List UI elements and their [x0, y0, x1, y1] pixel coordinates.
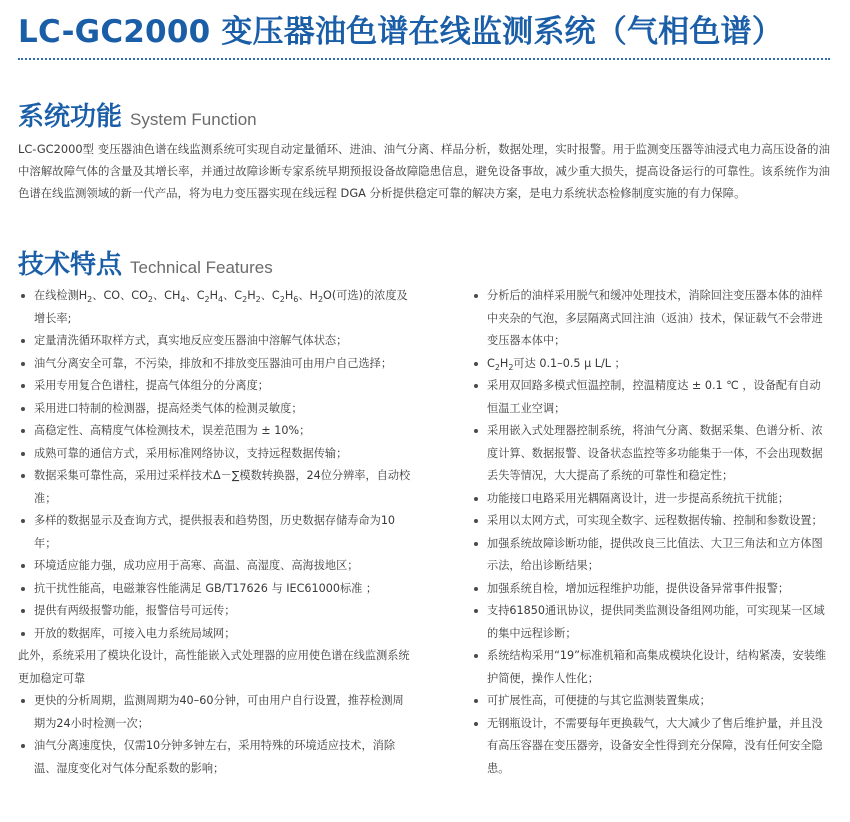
bullet-icon — [474, 429, 478, 433]
list-item: 功能接口电路采用光耦隔离设计，进一步提高系统抗干扰能； — [471, 488, 831, 511]
modular-design-note: 此外，系统采用了模块化设计，高性能嵌入式处理器的应用使色谱在线监测系统更加稳定可靠 — [18, 649, 410, 685]
list-item: 采用进口特制的检测器，提高烃类气体的检测灵敏度； — [18, 398, 413, 421]
bullet-icon — [21, 407, 25, 411]
list-item: 数据采集可靠性高，采用过采样技术Δ－∑模数转换器，24位分辨率，自动校准； — [18, 465, 413, 510]
dotted-divider — [18, 58, 830, 60]
list-item: 支持61850通讯协议，提供同类监测设备组网功能，可实现某一区域的集中远程诊断； — [471, 600, 831, 645]
bullet-icon — [21, 632, 25, 636]
bullet-icon — [474, 542, 478, 546]
list-item: 环境适应能力强，成功应用于高寒、高温、高湿度、高海拔地区； — [18, 555, 413, 578]
bullet-icon — [21, 384, 25, 388]
c2h2-prefix: C — [487, 356, 495, 370]
list-item: 可扩展性高，可便捷的与其它监测装置集成； — [471, 690, 831, 713]
list-item: 抗干扰性能高，电磁兼容性能满足 GB/T17626 与 IEC61000标准 ； — [18, 578, 413, 601]
bullet-icon — [474, 609, 478, 613]
list-item: 采用以太网方式，可实现全数字、远程数据传输、控制和参数设置； — [471, 510, 831, 533]
features-right-column — [471, 285, 831, 780]
list-item: 分析后的油样采用脱气和缓冲处理技术，消除回注变压器本体的油样中夹杂的气泡，多层隔离式回注油（返油）技术，保证载气不会带进变压器本体中； — [471, 285, 831, 353]
list-item: 采用双回路多模式恒温控制，控温精度达 ± 0.1 ℃ ，设备配有自动恒温工业空调； — [471, 375, 831, 420]
bullet-icon — [474, 699, 478, 703]
bullet-icon — [474, 362, 478, 366]
bullet-icon — [474, 497, 478, 501]
bullet-icon — [474, 722, 478, 726]
gas-list-prefix: 在线检测H — [34, 289, 88, 302]
bullet-icon — [21, 294, 25, 298]
bullet-icon — [21, 609, 25, 613]
list-item: 更快的分析周期，监测周期为40–60分钟，可由用户自行设置，推荐检测周期为24小时检测一次； — [18, 690, 413, 735]
page-title: LC-GC2000 变压器油色谱在线监测系统（气相色谱） — [18, 14, 783, 50]
bullet-icon — [21, 587, 25, 591]
bullet-icon — [21, 452, 25, 456]
bullet-icon — [474, 294, 478, 298]
list-item: $C_2H_2$可达 0.1–0.5 μ L/L ； — [471, 353, 831, 376]
list-item: 在线检测$H_2$、CO、$CO_2$、$CH_4$、$C_2H_4$、$C_2H_2$、$C_2H_6$、$H_2O$(可选)的浓度及增长率; — [18, 285, 413, 330]
technical-features-heading — [18, 244, 273, 281]
features-left-column — [18, 285, 413, 780]
list-item: 加强系统自检，增加远程维护功能，提供设备异常事件报警； — [471, 578, 831, 601]
bullet-icon — [21, 362, 25, 366]
list-item: 成熟可靠的通信方式，采用标准网络协议，支持远程数据传输； — [18, 443, 413, 466]
list-item: 系统结构采用“19”标准机箱和高集成模块化设计，结构紧凑，安装维护简便，操作人性化； — [471, 645, 831, 690]
list-item: 多样的数据显示及查询方式，提供报表和趋势图，历史数据存储寿命为10年； — [18, 510, 413, 555]
bullet-icon — [21, 474, 25, 478]
system-function-heading-zh: 系统功能 — [18, 102, 123, 132]
list-item: 采用嵌入式处理器控制系统，将油气分离、数据采集、色谱分析、浓度计算、数据报警、设备状态监控等多功能集于一体，不会出现数据丢失等情况，大大提高了系统的可靠性和稳定性； — [471, 420, 831, 488]
list-item: 采用专用复合色谱柱，提高气体组分的分离度； — [18, 375, 413, 398]
bullet-icon — [21, 519, 25, 523]
bullet-icon — [474, 384, 478, 388]
bullet-icon — [21, 339, 25, 343]
list-item: 无钢瓶设计，不需要每年更换载气，大大减少了售后维护量，并且没有高压容器在变压器旁，设备安全性得到充分保障，没有任何安全隐患。 — [471, 713, 831, 781]
list-item: 开放的数据库，可接入电力系统局域网； — [18, 623, 413, 646]
bullet-icon — [21, 564, 25, 568]
c2h2-tail: 可达 0.1–0.5 μ L/L ； — [513, 356, 626, 370]
list-item: 加强系统故障诊断功能，提供改良三比值法、大卫三角法和立方体图示法，给出诊断结果； — [471, 533, 831, 578]
bullet-icon — [21, 744, 25, 748]
bullet-icon — [21, 429, 25, 433]
technical-features-heading-en: Technical Features — [130, 258, 273, 277]
bullet-icon — [474, 654, 478, 658]
list-item: 油气分离安全可靠，不污染，排放和不排放变压器油可由用户自己选择； — [18, 353, 413, 376]
bullet-icon — [21, 699, 25, 703]
system-function-heading-en: System Function — [130, 110, 257, 129]
list-item: 高稳定性、高精度气体检测技术，误差范围为 ± 10%； — [18, 420, 413, 443]
list-item: 油气分离速度快，仅需10分钟多钟左右，采用特殊的环境适应技术，消除温、湿度变化对气体分配系数的影响； — [18, 735, 413, 780]
bullet-icon — [474, 519, 478, 523]
system-function-body: LC-GC2000型 变压器油色谱在线监测系统可实现自动定量循环、进油、油气分离、样品分析，数据处理，实时报警。用于监测变压器等油浸式电力高压设备的油中溶解故障气体的含量及其增长率，并通过故障诊断专家系统早期预报设备故障隐患信息，避免设备事故，减少重大损失，提高设备运行的可靠性。该系统作为油色谱在线监测领域的新一代产品，将为电力变压器实现在线远程 DGA 分析提供稳定可靠的解决方案，是电力系统状态检修制度实施的有力保障。 — [18, 142, 830, 200]
system-function-heading — [18, 96, 257, 133]
list-item: 定量清洗循环取样方式，真实地反应变压器油中溶解气体状态； — [18, 330, 413, 353]
technical-features-heading-zh: 技术特点 — [18, 250, 123, 280]
gas-list-tail: O(可选)的浓度及增长率; — [34, 289, 408, 325]
bullet-icon — [474, 587, 478, 591]
list-item: 提供有两级报警功能，报警信号可远传； — [18, 600, 413, 623]
